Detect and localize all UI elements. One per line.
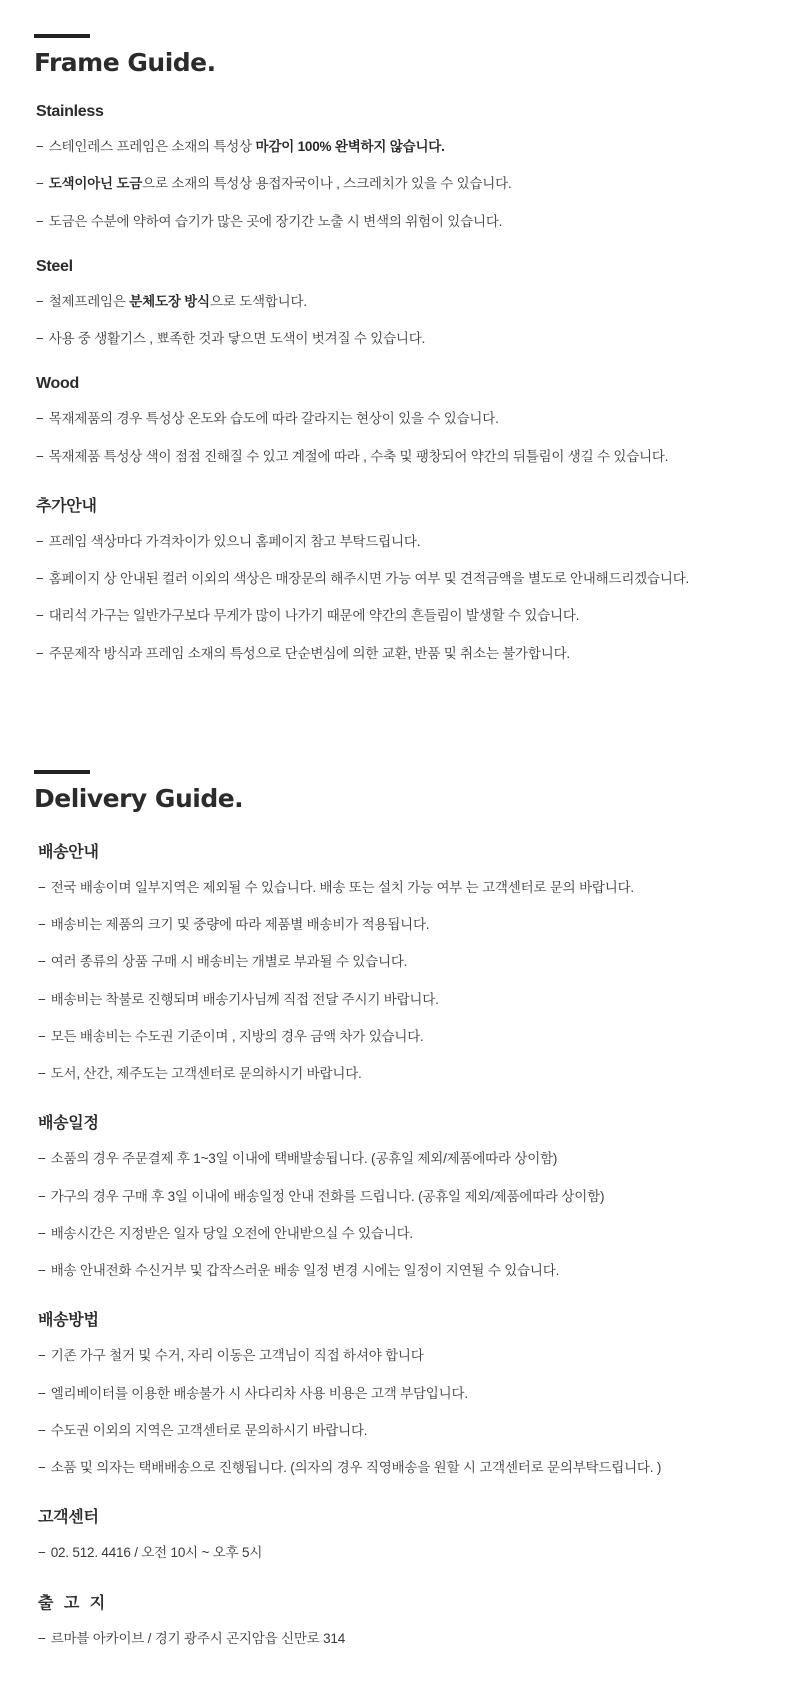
- dash-icon: −: [36, 293, 44, 309]
- guide-line-text: 주문제작 방식과 프레임 소재의 특성으로 단순변심에 의한 교환, 반품 및 취소는 불가합니다.: [48, 645, 570, 661]
- delivery-guide-title: Delivery Guide.: [34, 783, 244, 813]
- guide-group-heading: 고객센터: [38, 1509, 99, 1527]
- guide-group-heading: 출 고 지: [38, 1594, 109, 1612]
- dash-icon: −: [38, 1188, 46, 1204]
- guide-group: [34, 1110, 766, 1281]
- guide-line-emphasis: 분체도장 방식: [129, 293, 210, 309]
- guide-line-text: 배송비는 착불로 진행되며 배송기사님께 직접 전달 주시기 바랍니다.: [50, 991, 439, 1007]
- guide-group: [34, 839, 766, 1085]
- dash-icon: −: [38, 1225, 46, 1241]
- dash-icon: −: [36, 213, 44, 229]
- guide-line: [38, 1187, 766, 1207]
- guide-line-text: 기존 가구 철거 및 수거, 자리 이동은 고객님이 직접 하셔야 합니다: [50, 1348, 424, 1364]
- delivery-guide-groups: [34, 839, 766, 1649]
- guide-line: [38, 990, 766, 1010]
- guide-line: [38, 915, 766, 935]
- guide-group-heading: 배송방법: [38, 1312, 99, 1330]
- frame-guide-groups: [34, 103, 766, 664]
- guide-line: [36, 329, 766, 349]
- guide-line: [38, 1384, 766, 1404]
- guide-line-text: 수도권 이외의 지역은 고객센터로 문의하시기 바랍니다.: [50, 1422, 368, 1438]
- guide-group-heading: Wood: [36, 375, 79, 393]
- guide-group: [34, 493, 766, 664]
- guide-line-text: 목재제품 특성상 색이 점점 진해질 수 있고 계절에 따라 , 수축 및 팽창되어 약간의 뒤틀림이 생길 수 있습니다.: [48, 448, 669, 464]
- guide-line: [38, 1543, 766, 1563]
- frame-guide-section: [34, 34, 766, 664]
- guide-line: [36, 569, 766, 589]
- guide-group-heading: 추가안내: [36, 497, 97, 515]
- dash-icon: −: [38, 954, 46, 970]
- dash-icon: −: [36, 331, 44, 346]
- guide-line-text: 으로 소재의 특성상 용접자국이나 , 스크레치가 있을 수 있습니다.: [142, 176, 512, 192]
- guide-line: [38, 1421, 766, 1441]
- guide-line: [36, 137, 766, 157]
- dash-icon: −: [38, 1545, 46, 1561]
- frame-guide-rule: [34, 34, 90, 38]
- dash-icon: −: [38, 879, 46, 895]
- guide-line: [38, 1027, 766, 1047]
- guide-line-text: 배송시간은 지정받은 일자 당일 오전에 안내받으실 수 있습니다.: [50, 1225, 413, 1241]
- guide-line-text: 배송 안내전화 수신거부 및 갑작스러운 배송 일정 변경 시에는 일정이 지연될 수 있습니다.: [50, 1263, 560, 1278]
- guide-line: [36, 532, 766, 552]
- guide-line-emphasis: 도색이아닌 도금: [48, 176, 143, 192]
- dash-icon: −: [36, 645, 44, 661]
- guide-line: [36, 606, 766, 626]
- dash-icon: −: [36, 533, 44, 549]
- dash-icon: −: [36, 608, 44, 624]
- guide-line-emphasis: 마감이 100% 완벽하지 않습니다.: [255, 139, 445, 154]
- guide-line-text: 엘리베이터를 이용한 배송불가 시 사다리차 사용 비용은 고객 부담입니다.: [50, 1385, 468, 1401]
- delivery-guide-rule: [34, 770, 90, 774]
- guide-line-text: 대리석 가구는 일반가구보다 무게가 많이 나가기 때문에 약간의 흔들림이 발생할 수 있습니다.: [48, 608, 580, 624]
- guide-group-heading: Steel: [36, 257, 73, 275]
- dash-icon: −: [36, 448, 44, 464]
- guide-group: [34, 103, 766, 232]
- dash-icon: −: [38, 917, 46, 932]
- guide-line: [36, 212, 766, 232]
- guide-line: [38, 1064, 766, 1084]
- guide-line: [38, 1149, 766, 1169]
- guide-line-text: 배송비는 제품의 크기 및 중량에 따라 제품별 배송비가 적용됩니다.: [50, 917, 430, 932]
- frame-guide-title: Frame Guide.: [34, 48, 216, 77]
- dash-icon: −: [36, 411, 44, 427]
- dash-icon: −: [38, 991, 46, 1007]
- guide-group: [34, 1504, 766, 1563]
- guide-line-text: 소품의 경우 주문결제 후 1~3일 이내에 택배발송됩니다. (공휴일 제외/제품에따라 상이함): [50, 1151, 558, 1167]
- delivery-guide-section: [34, 770, 766, 1649]
- guide-line: [38, 1261, 766, 1281]
- section-spacer: [34, 690, 766, 760]
- dash-icon: −: [38, 1263, 46, 1278]
- guide-line: [38, 1346, 766, 1366]
- guide-line-text: 프레임 색상마다 가격차이가 있으니 홈페이지 참고 부탁드립니다.: [48, 533, 421, 549]
- guide-line-text: 목재제품의 경우 특성상 온도와 습도에 따라 갈라지는 현상이 있을 수 있습니다.: [48, 411, 499, 427]
- guide-line: [36, 292, 766, 312]
- guide-line-text: 으로 도색합니다.: [209, 293, 307, 309]
- dash-icon: −: [36, 571, 44, 586]
- dash-icon: −: [36, 139, 44, 154]
- guide-line-text: 사용 중 생활기스 , 뾰족한 것과 닿으면 도색이 벗겨질 수 있습니다.: [48, 331, 426, 346]
- guide-line-text: 철제프레임은: [48, 293, 130, 309]
- guide-group: [34, 375, 766, 467]
- dash-icon: −: [38, 1630, 46, 1646]
- guide-line: [38, 878, 766, 898]
- dash-icon: −: [38, 1028, 46, 1044]
- dash-icon: −: [38, 1422, 46, 1438]
- guide-line-text: 전국 배송이며 일부지역은 제외될 수 있습니다. 배송 또는 설치 가능 여부 는 고객센터로 문의 바랍니다.: [50, 879, 634, 895]
- dash-icon: −: [38, 1066, 46, 1081]
- guide-line-text: 도서, 산간, 제주도는 고객센터로 문의하시기 바랍니다.: [50, 1066, 362, 1081]
- guide-line: [36, 174, 766, 194]
- guide-group-heading: 배송안내: [38, 843, 99, 861]
- guide-group: [34, 258, 766, 350]
- dash-icon: −: [38, 1151, 46, 1167]
- guide-line-text: 02. 512. 4416 / 오전 10시 ~ 오후 5시: [50, 1545, 263, 1561]
- guide-line: [38, 1458, 766, 1478]
- guide-line-text: 소품 및 의자는 택배배송으로 진행됩니다. (의자의 경우 직영배송을 원할 시 고객센터로 문의부탁드립니다. ): [50, 1460, 662, 1475]
- guide-line: [38, 952, 766, 972]
- guide-line: [36, 409, 766, 429]
- dash-icon: −: [36, 176, 44, 192]
- guide-line-text: 스테인레스 프레임은 소재의 특성상: [48, 139, 256, 154]
- guide-line-text: 가구의 경우 구매 후 3일 이내에 배송일정 안내 전화를 드립니다. (공휴일 제외/제품에따라 상이함): [50, 1188, 605, 1204]
- dash-icon: −: [38, 1348, 46, 1364]
- guide-line: [38, 1629, 766, 1649]
- guide-line-text: 홈페이지 상 안내된 컬러 이외의 색상은 매장문의 해주시면 가능 여부 및 견적금액을 별도로 안내해드리겠습니다.: [48, 571, 690, 586]
- guide-line-text: 여러 종류의 상품 구매 시 배송비는 개별로 부과될 수 있습니다.: [50, 954, 408, 970]
- guide-line-text: 모든 배송비는 수도권 기준이며 , 지방의 경우 금액 차가 있습니다.: [50, 1028, 424, 1044]
- dash-icon: −: [38, 1385, 46, 1401]
- guide-group-heading: Stainless: [36, 103, 104, 120]
- guide-group: [34, 1307, 766, 1478]
- guide-line: [38, 1224, 766, 1244]
- guide-group: [34, 1590, 766, 1649]
- guide-line: [36, 644, 766, 664]
- guide-group-heading: 배송일정: [38, 1115, 99, 1133]
- guide-line: [36, 447, 766, 467]
- dash-icon: −: [38, 1460, 46, 1475]
- guide-line-text: 도금은 수분에 약하여 습기가 많은 곳에 장기간 노출 시 변색의 위험이 있습니다.: [48, 213, 503, 229]
- guide-line-text: 르마블 아카이브 / 경기 광주시 곤지암읍 신만로 314: [50, 1630, 345, 1646]
